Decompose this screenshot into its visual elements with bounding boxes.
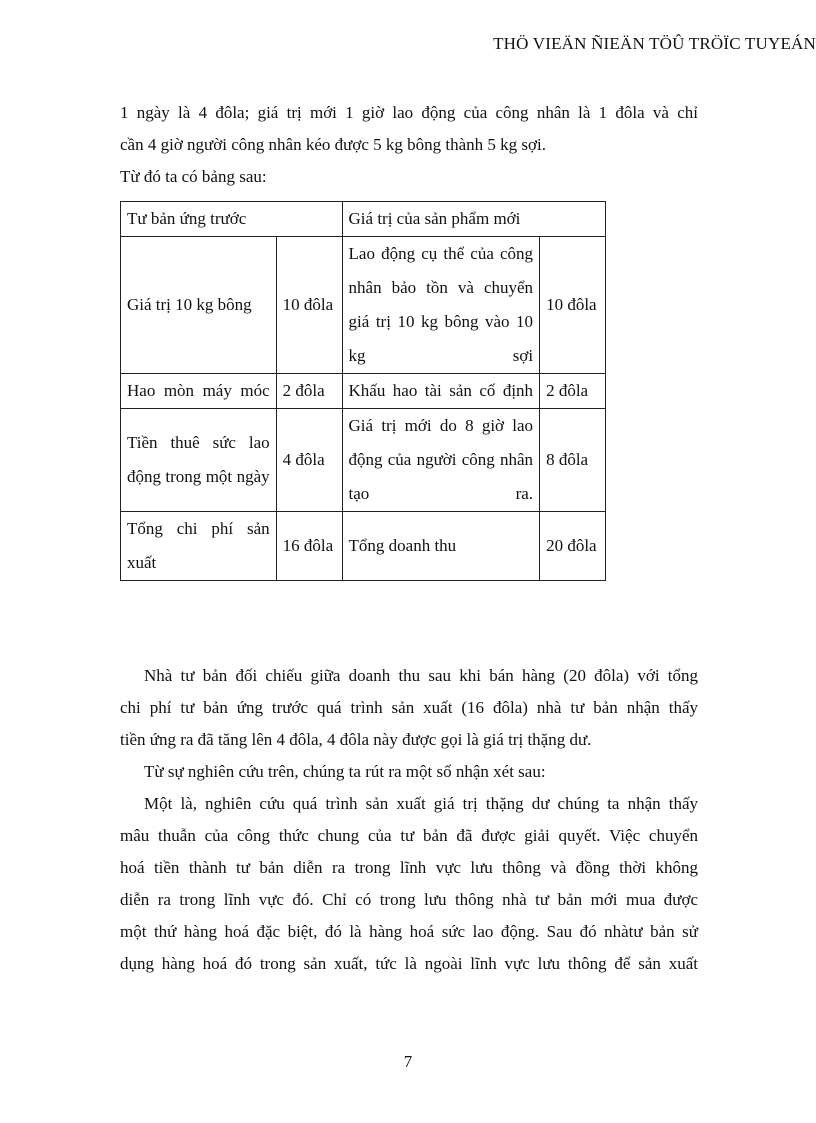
header-advanced-capital: Tư bản ứng trước xyxy=(121,202,343,237)
intro-line-3: Từ đó ta có bảng sau: xyxy=(120,167,267,186)
cost-value: 10 đôla xyxy=(276,237,342,374)
table-row xyxy=(121,512,606,581)
intro-line-1: 1 ngày là 4 đôla; giá trị mới 1 giờ lao động của công nhân là 1 đôla và chỉ xyxy=(120,103,698,122)
paragraph-3-line: mâu thuẫn của công thức chung của tư bản đã được giải quyết. Việc chuyển xyxy=(120,826,698,845)
paragraph-3-line: Một là, nghiên cứu quá trình sản xuất giá trị thặng dư chúng ta nhận thấy xyxy=(144,794,698,813)
page-number: 7 xyxy=(403,1052,413,1071)
paragraph-1-line: Nhà tư bản đối chiếu giữa doanh thu sau khi bán hàng (20 đôla) với tổng xyxy=(144,666,698,685)
value-label: Giá trị mới do 8 giờ lao động của người công nhân tạo ra. xyxy=(342,409,540,512)
cost-value-table xyxy=(120,201,606,581)
value-label: Lao động cụ thể của công nhân bảo tồn và chuyển giá trị 10 kg bông vào 10 kg sợi xyxy=(342,237,540,374)
paragraph-1-line: tiền ứng ra đã tăng lên 4 đôla, 4 đôla này được gọi là giá trị thặng dư. xyxy=(120,730,592,749)
paragraph-3-line: hoá tiền thành tư bản diễn ra trong lĩnh vực lưu thông và đồng thời không xyxy=(120,858,698,877)
cost-label: Tổng chi phí sản xuất xyxy=(121,512,277,581)
value-value: 10 đôla xyxy=(540,237,606,374)
value-value: 8 đôla xyxy=(540,409,606,512)
table-row xyxy=(121,409,606,512)
intro-text xyxy=(120,97,698,193)
value-value: 2 đôla xyxy=(540,374,606,409)
table-header-row xyxy=(121,202,606,237)
intro-line-2: cần 4 giờ người công nhân kéo được 5 kg bông thành 5 kg sợi. xyxy=(120,135,546,154)
header-new-product-value: Giá trị của sản phẩm mới xyxy=(342,202,605,237)
value-label: Tổng doanh thu xyxy=(342,512,540,581)
value-label: Khấu hao tài sản cố định xyxy=(342,374,540,409)
paragraph-3-line: một thứ hàng hoá đặc biệt, đó là hàng hoá sức lao động. Sau đó nhàtư bản sử xyxy=(120,922,698,941)
value-value: 20 đôla xyxy=(540,512,606,581)
cost-value: 2 đôla xyxy=(276,374,342,409)
cost-label: Giá trị 10 kg bông xyxy=(121,237,277,374)
paragraph-1-line: chi phí tư bản ứng trước quá trình sản xuất (16 đôla) nhà tư bản nhận thấy xyxy=(120,698,698,717)
cost-label: Hao mòn máy móc xyxy=(121,374,277,409)
table-row xyxy=(121,374,606,409)
page-header: THÖ VIEÄN ÑIEÄN TÖÛ TRÖÏC TUYEÁN xyxy=(493,34,816,53)
cost-label: Tiền thuê sức lao động trong một ngày xyxy=(121,409,277,512)
paragraph-2: Từ sự nghiên cứu trên, chúng ta rút ra một số nhận xét sau: xyxy=(144,762,546,781)
cost-value: 16 đôla xyxy=(276,512,342,581)
table-row xyxy=(121,237,606,374)
body-paragraphs xyxy=(120,660,698,980)
paragraph-3-line: dụng hàng hoá đó trong sản xuất, tức là ngoài lĩnh vực lưu thông để sản xuất xyxy=(120,954,698,973)
paragraph-3-line: diễn ra trong lĩnh vực đó. Chỉ có trong lưu thông nhà tư bản mới mua được xyxy=(120,890,698,909)
cost-value: 4 đôla xyxy=(276,409,342,512)
